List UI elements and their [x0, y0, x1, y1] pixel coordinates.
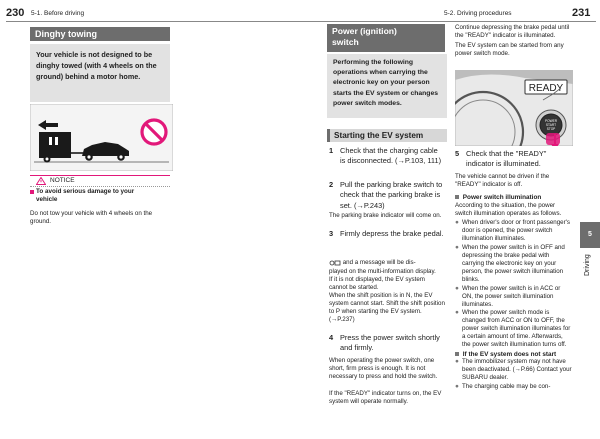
- illumination-bullet-4: When the power switch mode is changed from ACC or ON to OFF, the power switch illumination illuminates for a certain amount of time. Afterwards, the power switch illumination turns off.: [462, 309, 571, 349]
- nostart-heading: If the EV system does not start: [462, 351, 557, 359]
- heading-bullet-icon: [455, 195, 459, 199]
- dinghy-towing-illustration: [30, 104, 173, 171]
- power-button-line3: STOP: [546, 127, 556, 131]
- ready-indicator-text: READY: [528, 83, 564, 94]
- step-5-text: Check that the "READY" indicator is illuminated.: [466, 149, 547, 169]
- heading-bullet-icon: [455, 352, 459, 356]
- chapter-tab: 5: [580, 222, 600, 248]
- power-button-line2: START: [545, 123, 557, 127]
- display-paragraph: played on the multi-information display.: [329, 268, 436, 275]
- illumination-heading: Power switch illumination: [462, 194, 542, 201]
- continue-depressing-text: Continue depressing the brake pedal until the "READY" indicator is illuminated.: [455, 24, 570, 40]
- brake-indicator-icon: [329, 259, 341, 266]
- illumination-intro: According to the situation, the power switch illumination operates as follows.: [455, 202, 562, 218]
- step-2-number: 2: [329, 180, 334, 189]
- power-button-line1: POWER: [544, 119, 558, 123]
- indicator-text: and a message will be dis-: [342, 259, 416, 267]
- indicator-line: [329, 259, 445, 267]
- illumination-section: [455, 194, 573, 392]
- power-switch-title-line2: switch: [332, 36, 359, 47]
- left-section-title: 5-1. Before driving: [31, 10, 85, 17]
- bullet-icon: ●: [455, 309, 459, 317]
- notice-heading: To avoid serious damage to your vehicle: [36, 188, 135, 204]
- illumination-bullet-1: When driver's door or front passenger's door is opened, the power switch illumination illuminates.: [462, 219, 570, 242]
- notice-label: NOTICE: [50, 177, 75, 184]
- col3-intro: [455, 24, 573, 58]
- power-switch-title: [327, 24, 445, 52]
- list-item: [455, 309, 573, 349]
- list-item: [455, 244, 573, 284]
- illumination-bullet-3: When the power switch is in ACC or ON, the power switch illumination illuminates.: [462, 284, 561, 308]
- left-page-number: 230: [6, 7, 25, 19]
- chapter-tab-label-area: [580, 248, 600, 278]
- starting-ev-system-title: Starting the EV system: [327, 129, 447, 142]
- right-page-number: 231: [572, 7, 591, 19]
- power-switch-illustration: [455, 70, 573, 146]
- bullet-icon: ●: [455, 219, 459, 227]
- step-4-number: 4: [329, 333, 334, 342]
- step-2-note: The parking brake indicator will come on.: [329, 212, 442, 219]
- notice-heading-row: [30, 188, 170, 204]
- step-5-note: The vehicle cannot be driven if the "READY" indicator is off.: [455, 173, 550, 189]
- list-item: [455, 358, 573, 382]
- power-switch-intro-box: Performing the following operations when carrying the electronic key on your person starts the EV system or changes power switch modes.: [327, 54, 447, 118]
- ready-paragraph: If the "READY" indicator turns on, the EV system will operate normally.: [329, 390, 442, 406]
- bullet-icon: ●: [455, 243, 459, 251]
- nostart-bullet-2: The charging cable may be con-: [462, 382, 551, 390]
- header-rule: [6, 21, 596, 22]
- step-1: [329, 146, 445, 167]
- list-item: [455, 383, 573, 391]
- step-1-number: 1: [329, 146, 334, 155]
- step-2: [329, 180, 445, 211]
- step-3-number: 3: [329, 229, 334, 238]
- bullet-icon: ●: [455, 382, 459, 390]
- power-switch-title-line1: Power (ignition): [332, 26, 397, 36]
- illumination-heading-row: [455, 194, 573, 201]
- power-switch-press-paragraph: When operating the power switch, one short, firm press is enough. It is not necessary to press and hold the switch.: [329, 357, 438, 381]
- bullet-icon: ●: [455, 284, 459, 292]
- step-5-number: 5: [455, 149, 460, 158]
- step-1-text: Check that the charging cable is disconnected. (→P.103, 111): [340, 146, 442, 166]
- notice-box: [30, 175, 170, 187]
- step-3: [329, 229, 445, 239]
- step-3-paragraphs: [329, 268, 445, 324]
- step-2-text: Pull the parking brake switch to check that the parking brake is set. (→P.243): [340, 180, 443, 210]
- notice-text: Do not tow your vehicle with 4 wheels on the ground.: [30, 210, 153, 226]
- bullet-icon: ●: [455, 358, 459, 366]
- step-4-text: Press the power switch shortly and firmly.: [340, 333, 440, 353]
- notice-bullet-icon: [30, 190, 34, 194]
- step-3-text: Firmly depress the brake pedal.: [340, 229, 444, 238]
- step-4: [329, 333, 445, 354]
- any-mode-text: The EV system can be started from any power switch mode.: [455, 42, 564, 58]
- dinghy-warning-box: Your vehicle is not designed to be dinghy towed (with 4 wheels on the ground) behind a motor home.: [30, 44, 170, 102]
- right-section-title: 5-2. Driving procedures: [444, 10, 512, 17]
- illumination-bullet-2: When the power switch is in OFF and depressing the brake pedal with carrying the electronic key on your person, the power switch illumination blinks.: [462, 243, 565, 283]
- shift-position-paragraph: When the shift position is in N, the EV system cannot start. Shift the shift position to P when starting the EV system. (→P.237): [329, 292, 445, 324]
- step-5: [455, 149, 573, 170]
- not-displayed-paragraph: If it is not displayed, the EV system cannot be started.: [329, 276, 425, 292]
- list-item: [455, 285, 573, 309]
- warning-triangle-icon: [36, 177, 46, 185]
- dinghy-towing-title: Dinghy towing: [30, 27, 170, 41]
- nostart-bullet-1: The immobilizer system may not have been deactivated. (→P.66) Contact your SUBARU dealer.: [462, 358, 572, 381]
- list-item: [455, 219, 573, 243]
- nostart-heading-row: [455, 351, 573, 358]
- chapter-tab-label: Driving: [584, 254, 591, 276]
